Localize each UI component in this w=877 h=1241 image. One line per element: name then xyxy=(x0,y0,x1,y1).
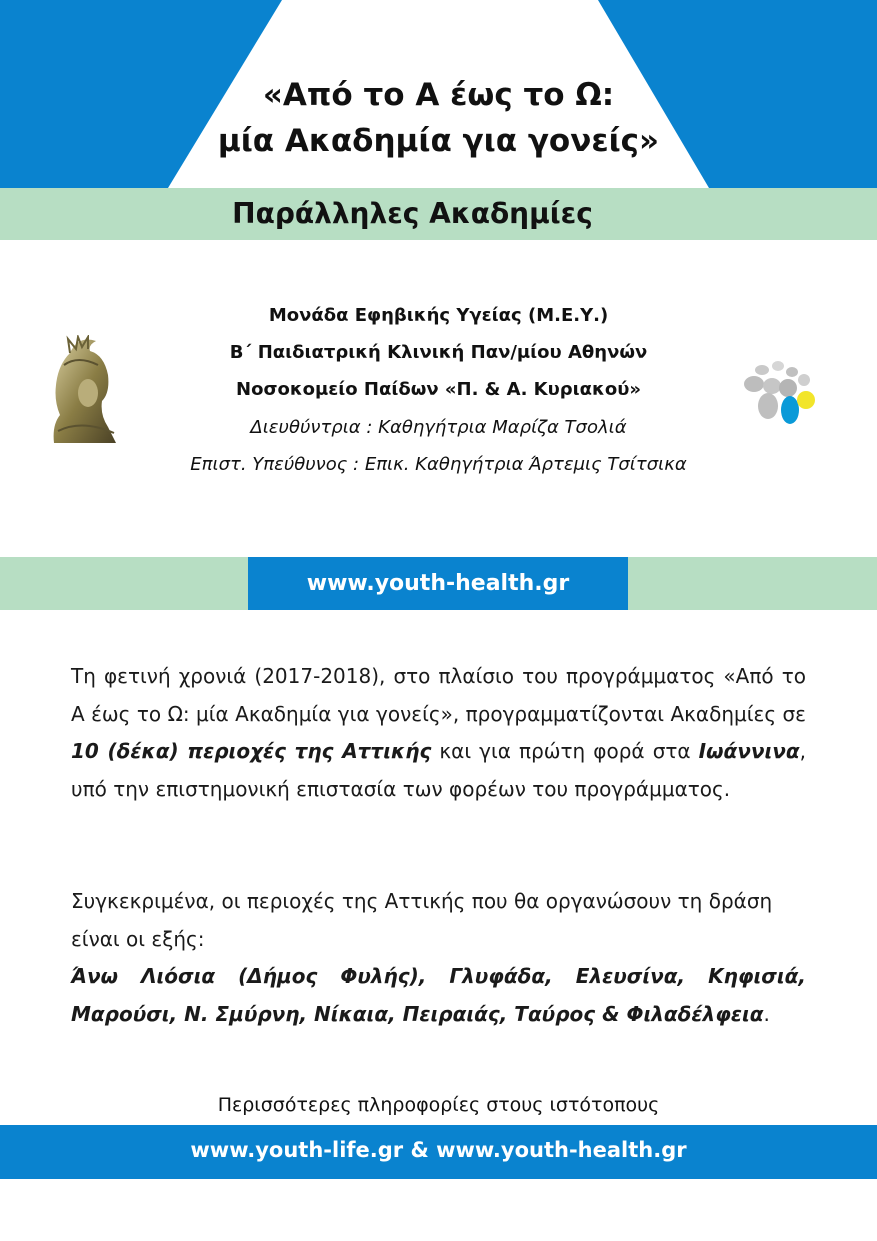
intro-emphasis-ioannina: Ιωάννινα xyxy=(698,739,800,763)
intro-text-a: Τη φετινή χρονιά (2017-2018), στο πλαίσιο του προγράμματος «Από το Α έως το Ω: μία Ακαδημία για γονείς», προγραμματίζονται Ακαδημίες σε xyxy=(71,664,806,726)
org-line-3: Νοσοκομείο Παίδων «Π. & Α. Κυριακού» xyxy=(236,379,641,400)
intro-emphasis-regions: 10 (δέκα) περιοχές της Αττικής xyxy=(71,739,432,763)
regions-intro-paragraph: Συγκεκριμένα, οι περιοχές της Αττικής που θα οργανώσουν τη δράση είναι οι εξής: xyxy=(71,889,773,951)
more-info-text: Περισσότερες πληροφορίες στους ιστότοπους xyxy=(217,1094,660,1116)
intro-text-c: , υπό την επιστημονική επιστασία των φορέων του προγράμματος. xyxy=(71,739,806,801)
regions-list-paragraph xyxy=(71,958,806,1033)
scientific-lead-line: Επιστ. Υπεύθυνος : Επικ. Καθηγήτρια Άρτεμις Τσίτσικα xyxy=(190,454,687,475)
org-line-2: Β΄ Παιδιατρική Κλινική Παν/μίου Αθηνών xyxy=(229,342,648,363)
regions-list: Άνω Λιόσια (Δήμος Φυλής), Γλυφάδα, Ελευσίνα, Κηφισιά, Μαρούσι, Ν. Σμύρνη, Νίκαια, Πειραιάς, Ταύρος & Φιλαδέλφεια xyxy=(71,964,806,1026)
page-title xyxy=(0,72,877,164)
footer-links[interactable]: www.youth-life.gr & www.youth-health.gr xyxy=(0,1125,877,1179)
intro-paragraph xyxy=(71,658,806,808)
org-line-1: Μονάδα Εφηβικής Υγείας (Μ.Ε.Υ.) xyxy=(268,305,609,326)
regions-list-end: . xyxy=(763,1001,770,1026)
intro-text-b: και για πρώτη φορά στα xyxy=(431,739,699,763)
title-line-2: μία Ακαδημία για γονείς» xyxy=(217,123,660,159)
title-line-1: «Από το Α έως το Ω: xyxy=(262,77,615,113)
website-banner-link[interactable]: www.youth-health.gr xyxy=(248,557,628,610)
page-subtitle: Παράλληλες Ακαδημίες xyxy=(232,197,593,230)
director-line: Διευθύντρια : Καθηγήτρια Μαρίζα Τσολιά xyxy=(250,417,627,438)
